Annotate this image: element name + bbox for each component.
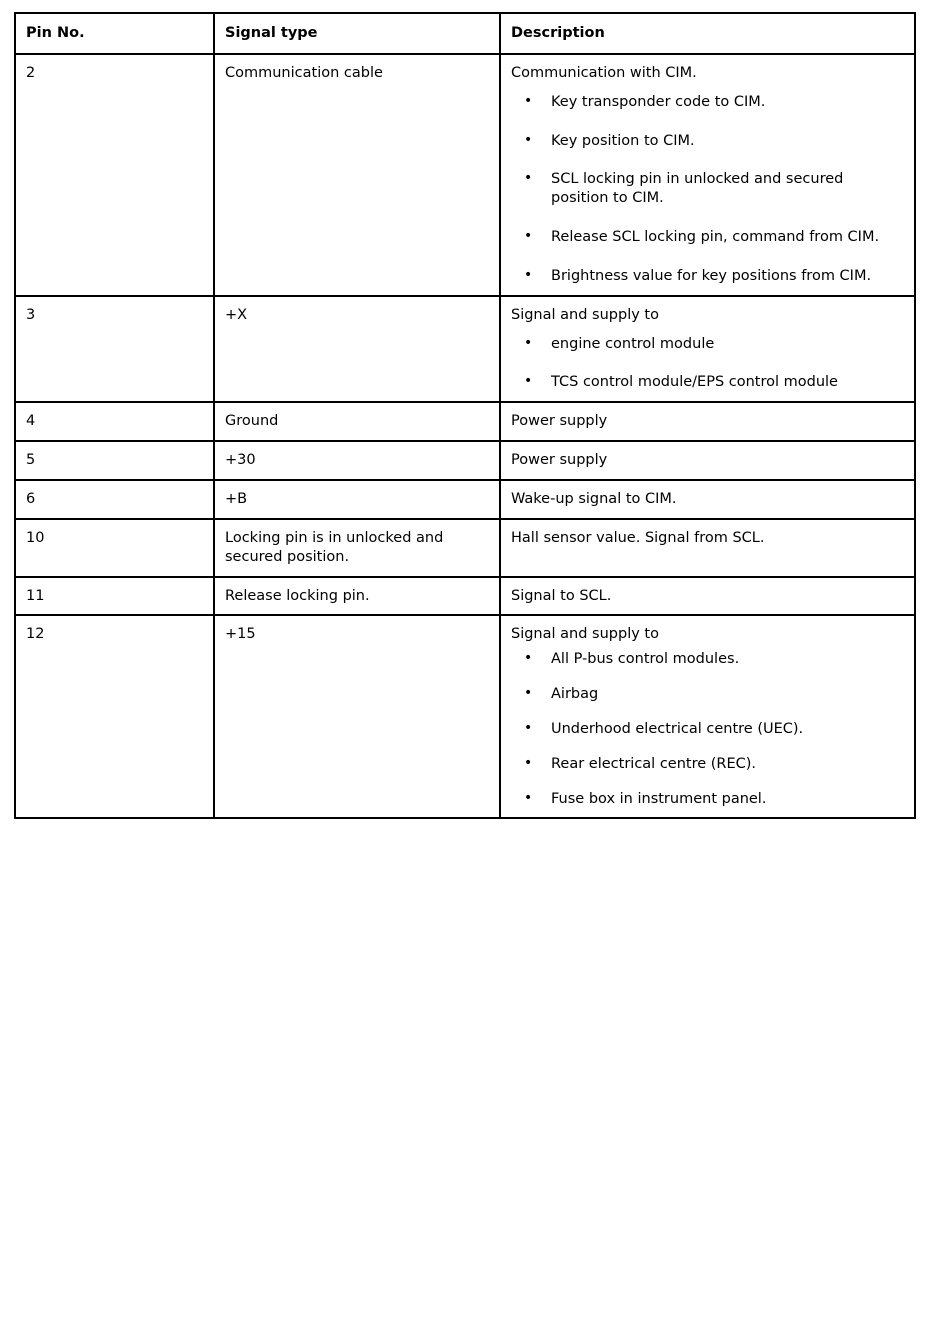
- cell-pin-no: 12: [15, 615, 214, 818]
- description-intro: Signal and supply to: [511, 306, 659, 323]
- cell-signal-type: Locking pin is in unlocked and secured position.: [214, 519, 500, 577]
- table-row: [15, 441, 915, 480]
- column-header-description: Description: [500, 13, 915, 54]
- description-intro: Communication with CIM.: [511, 64, 697, 81]
- cell-signal-type: +15: [214, 615, 500, 818]
- cell-signal-type: +X: [214, 296, 500, 403]
- list-item: • Airbag: [511, 685, 904, 704]
- list-item: • SCL locking pin in unlocked and secured position to CIM.: [511, 170, 904, 208]
- cell-pin-no: 6: [15, 480, 214, 519]
- list-item: • Rear electrical centre (REC).: [511, 755, 904, 774]
- description-bullet-list: [511, 335, 904, 393]
- column-header-pin-no: Pin No.: [15, 13, 214, 54]
- column-header-signal-type: Signal type: [214, 13, 500, 54]
- table-row: [15, 402, 915, 441]
- table-body: [15, 54, 915, 819]
- list-item: • Fuse box in instrument panel.: [511, 790, 904, 809]
- cell-description: [500, 615, 915, 818]
- cell-pin-no: 5: [15, 441, 214, 480]
- table-row: [15, 577, 915, 616]
- list-item: • Underhood electrical centre (UEC).: [511, 720, 904, 739]
- table-row: [15, 296, 915, 403]
- list-item: • TCS control module/EPS control module: [511, 373, 904, 392]
- cell-description: [500, 54, 915, 296]
- description-bullet-list: [511, 650, 904, 808]
- table-header-row: [15, 13, 915, 54]
- cell-description: Power supply: [500, 441, 915, 480]
- cell-pin-no: 10: [15, 519, 214, 577]
- list-item: • Brightness value for key positions from CIM.: [511, 267, 904, 286]
- cell-description: Signal to SCL.: [500, 577, 915, 616]
- list-item: • Key position to CIM.: [511, 132, 904, 151]
- description-bullet-list: [511, 93, 904, 286]
- cell-signal-type: Release locking pin.: [214, 577, 500, 616]
- list-item: • Key transponder code to CIM.: [511, 93, 904, 112]
- table-row: [15, 54, 915, 296]
- list-item: • All P-bus control modules.: [511, 650, 904, 669]
- list-item: • engine control module: [511, 335, 904, 354]
- table-row: [15, 615, 915, 818]
- cell-pin-no: 11: [15, 577, 214, 616]
- cell-pin-no: 4: [15, 402, 214, 441]
- table-row: [15, 480, 915, 519]
- cell-description: [500, 296, 915, 403]
- description-intro: Signal and supply to: [511, 626, 659, 643]
- cell-pin-no: 2: [15, 54, 214, 296]
- cell-description: Power supply: [500, 402, 915, 441]
- cell-signal-type: +30: [214, 441, 500, 480]
- table-row: [15, 519, 915, 577]
- table-header: [15, 13, 915, 54]
- list-item: • Release SCL locking pin, command from CIM.: [511, 228, 904, 247]
- cell-description: Wake-up signal to CIM.: [500, 480, 915, 519]
- cell-pin-no: 3: [15, 296, 214, 403]
- pin-signal-table: [14, 12, 916, 819]
- cell-signal-type: +B: [214, 480, 500, 519]
- cell-signal-type: Communication cable: [214, 54, 500, 296]
- cell-description: Hall sensor value. Signal from SCL.: [500, 519, 915, 577]
- cell-signal-type: Ground: [214, 402, 500, 441]
